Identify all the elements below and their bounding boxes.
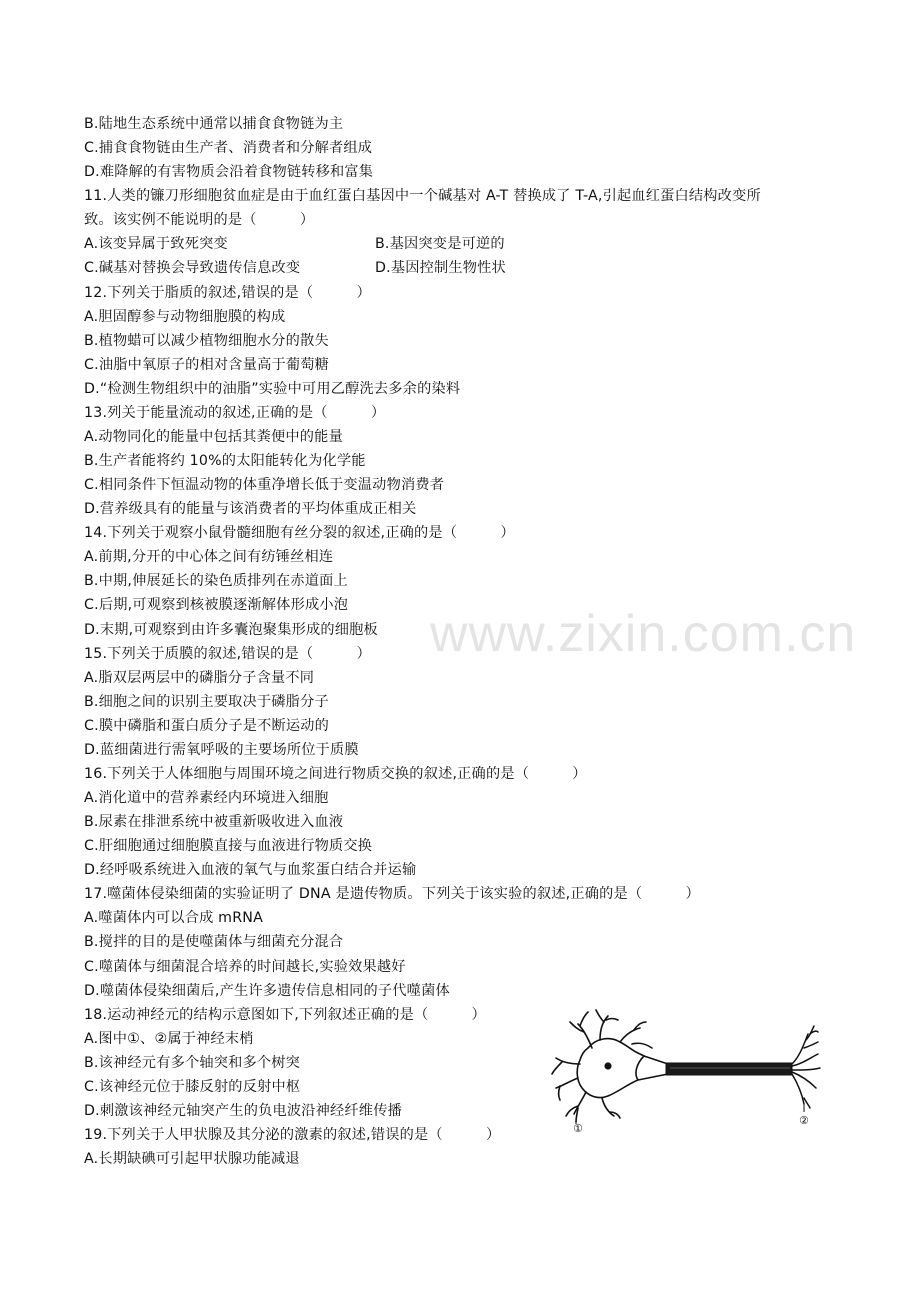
figure-label-1: ① [573, 1122, 583, 1135]
text-line: D.蓝细菌进行需氧呼吸的主要场所位于质膜 [84, 742, 359, 758]
text-line: A.动物同化的能量中包括其粪便中的能量 [84, 429, 343, 445]
question-19-stem: 19.下列关于人甲状腺及其分泌的激素的叙述,错误的是（ ） [84, 1127, 501, 1143]
question-16-stem: 16.下列关于人体细胞与周围环境之间进行物质交换的叙述,正确的是（ ） [84, 766, 587, 782]
text-line: D.“检测生物组织中的油脂”实验中可用乙醇洗去多余的染料 [84, 381, 461, 397]
question-18-stem: 18.运动神经元的结构示意图如下,下列叙述正确的是（ ） [84, 1007, 486, 1023]
question-15-stem: 15.下列关于质膜的叙述,错误的是（ ） [84, 646, 371, 662]
text-line: D.营养级具有的能量与该消费者的平均体重成正相关 [84, 501, 417, 517]
text-line: C.噬菌体与细菌混合培养的时间越长,实验效果越好 [84, 959, 406, 975]
question-14-stem: 14.下列关于观察小鼠骨髓细胞有丝分裂的叙述,正确的是（ ） [84, 525, 515, 541]
q11-option-c: C.碱基对替换会导致遗传信息改变 [84, 260, 301, 276]
question-11-stem-cont: 致。该实例不能说明的是（ ） [84, 212, 315, 228]
text-line: A.前期,分开的中心体之间有纺锤丝相连 [84, 549, 334, 565]
text-line: B.生产者能将约 10%的太阳能转化为化学能 [84, 453, 366, 469]
text-line: B.陆地生态系统中通常以捕食食物链为主 [84, 116, 344, 132]
q11-option-a: A.该变异属于致死突变 [84, 236, 228, 252]
question-12-stem: 12.下列关于脂质的叙述,错误的是（ ） [84, 285, 371, 301]
text-line: C.膜中磷脂和蛋白质分子是不断运动的 [84, 718, 330, 734]
text-line: A.胆固醇参与动物细胞膜的构成 [84, 309, 286, 325]
q11-option-b: B.基因突变是可逆的 [375, 236, 505, 252]
text-line: C.相同条件下恒温动物的体重净增长低于变温动物消费者 [84, 477, 445, 493]
q11-option-d: D.基因控制生物性状 [375, 260, 506, 276]
text-line: B.尿素在排泄系统中被重新吸收进入血液 [84, 814, 344, 830]
text-line: C.后期,可观察到核被膜逐渐解体形成小泡 [84, 597, 349, 613]
text-line: D.难降解的有害物质会沿着食物链转移和富集 [84, 164, 374, 180]
question-13-stem: 13.列关于能量流动的叙述,正确的是（ ） [84, 405, 386, 421]
text-line: A.消化道中的营养素经内环境进入细胞 [84, 790, 329, 806]
text-line: B.该神经元有多个轴突和多个树突 [84, 1055, 301, 1071]
text-line: B.搅拌的目的是使噬菌体与细菌充分混合 [84, 934, 344, 950]
text-line: A.长期缺碘可引起甲状腺功能减退 [84, 1151, 300, 1167]
text-line: D.经呼吸系统进入血液的氧气与血浆蛋白结合并运输 [84, 862, 417, 878]
text-line: D.噬菌体侵染细菌后,产生许多遗传信息相同的子代噬菌体 [84, 983, 450, 999]
text-line: D.刺激该神经元轴突产生的负电波沿神经纤维传播 [84, 1103, 402, 1119]
text-line: A.图中①、②属于神经末梢 [84, 1031, 254, 1047]
figure-label-2: ② [799, 1114, 809, 1127]
motor-neuron-figure [548, 1008, 838, 1136]
question-17-stem: 17.噬菌体侵染细菌的实验证明了 DNA 是遗传物质。下列关于该实验的叙述,正确的是（ ） [84, 886, 700, 902]
text-line: B.植物蜡可以减少植物细胞水分的散失 [84, 333, 329, 349]
watermark: www.zixin.com.cn [430, 605, 857, 663]
text-line: D.末期,可观察到由许多囊泡聚集形成的细胞板 [84, 622, 378, 638]
text-line: A.噬菌体内可以合成 mRNA [84, 910, 263, 926]
text-line: C.捕食食物链由生产者、消费者和分解者组成 [84, 140, 373, 156]
question-11-stem: 11.人类的镰刀形细胞贫血症是由于血红蛋白基因中一个碱基对 A-T 替换成了 T-A,引起血红蛋白结构改变所 [84, 188, 761, 204]
text-line: A.脂双层两层中的磷脂分子含量不同 [84, 670, 315, 686]
text-line: C.该神经元位于膝反射的反射中枢 [84, 1079, 301, 1095]
text-line: B.细胞之间的识别主要取决于磷脂分子 [84, 694, 329, 710]
text-line: B.中期,伸展延长的染色质排列在赤道面上 [84, 573, 348, 589]
text-line: C.油脂中氧原子的相对含量高于葡萄糖 [84, 357, 330, 373]
text-line: C.肝细胞通过细胞膜直接与血液进行物质交换 [84, 838, 373, 854]
nucleus-dot [604, 1062, 611, 1069]
